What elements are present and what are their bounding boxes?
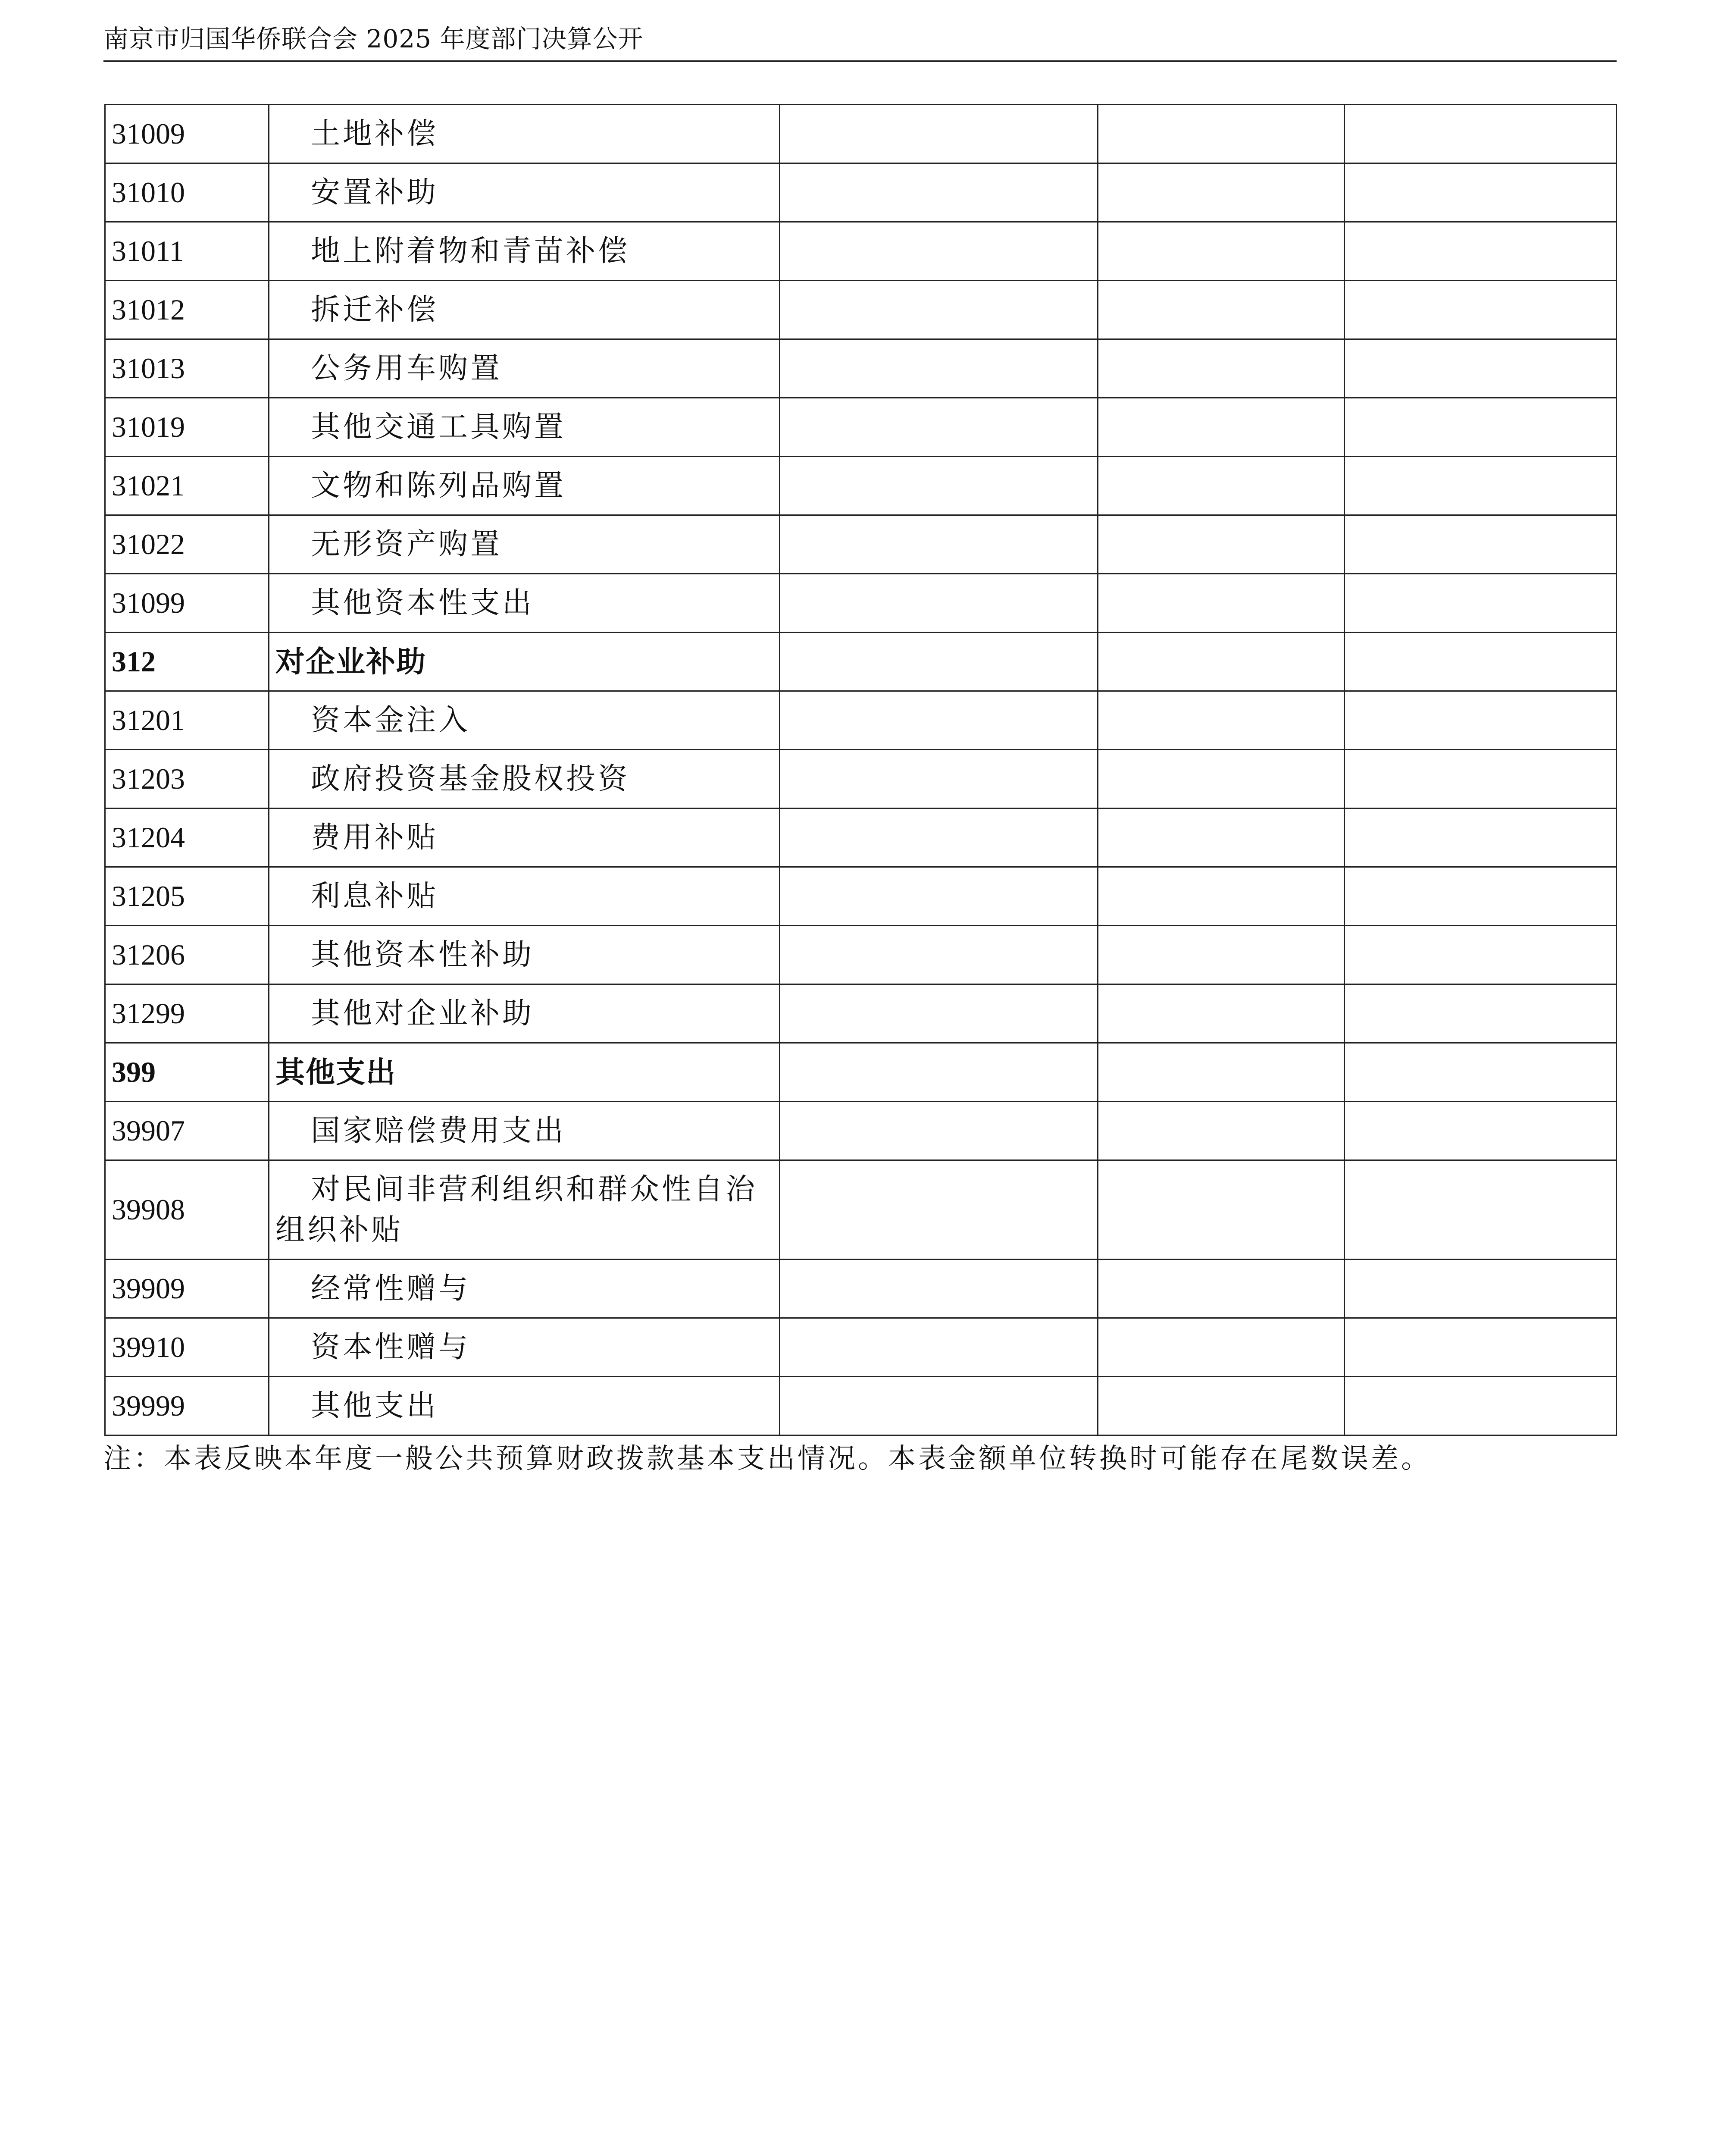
table-row	[105, 984, 1617, 1043]
value-cell	[1345, 1377, 1617, 1435]
value-cell	[1345, 867, 1617, 926]
value-cell	[1345, 1043, 1617, 1102]
value-cell	[780, 574, 1098, 633]
value-cell	[780, 1260, 1098, 1318]
value-cell	[1098, 867, 1345, 926]
item-name: 其他对企业补助	[269, 984, 780, 1043]
item-name: 政府投资基金股权投资	[269, 750, 780, 808]
table-row	[105, 1160, 1617, 1260]
table-row	[105, 926, 1617, 984]
group-code: 312	[105, 633, 269, 691]
value-cell	[1345, 398, 1617, 457]
value-cell	[1345, 222, 1617, 281]
item-name: 经常性赠与	[269, 1260, 780, 1318]
table-row	[105, 105, 1617, 163]
value-cell	[780, 1102, 1098, 1160]
page-header: 南京市归国华侨联合会 2025 年度部门决算公开	[103, 24, 644, 53]
value-cell	[1345, 1102, 1617, 1160]
table-row	[105, 281, 1617, 339]
value-cell	[780, 984, 1098, 1043]
header-divider	[103, 60, 1617, 62]
table-row	[105, 1260, 1617, 1318]
table-row	[105, 222, 1617, 281]
value-cell	[780, 163, 1098, 222]
item-name: 土地补偿	[269, 105, 780, 163]
value-cell	[780, 633, 1098, 691]
item-code: 31205	[105, 867, 269, 926]
item-name: 其他资本性补助	[269, 926, 780, 984]
value-cell	[1098, 163, 1345, 222]
value-cell	[780, 808, 1098, 867]
value-cell	[1098, 926, 1345, 984]
table-row	[105, 750, 1617, 808]
item-code: 39909	[105, 1260, 269, 1318]
value-cell	[780, 691, 1098, 750]
value-cell	[780, 926, 1098, 984]
item-code: 31013	[105, 339, 269, 398]
value-cell	[1345, 515, 1617, 574]
table-footnote: 注：本表反映本年度一般公共预算财政拨款基本支出情况。本表金额单位转换时可能存在尾数误差。	[103, 1443, 1431, 1475]
value-cell	[1345, 984, 1617, 1043]
item-name: 其他资本性支出	[269, 574, 780, 633]
item-code: 31009	[105, 105, 269, 163]
table-row	[105, 574, 1617, 633]
value-cell	[780, 1043, 1098, 1102]
value-cell	[1098, 808, 1345, 867]
item-name: 国家赔偿费用支出	[269, 1102, 780, 1160]
table-row	[105, 1377, 1617, 1435]
item-name: 资本性赠与	[269, 1318, 780, 1377]
value-cell	[1098, 984, 1345, 1043]
item-code: 31019	[105, 398, 269, 457]
item-code: 39999	[105, 1377, 269, 1435]
value-cell	[1098, 1260, 1345, 1318]
item-code: 39910	[105, 1318, 269, 1377]
value-cell	[780, 1377, 1098, 1435]
item-name: 对民间非营利组织和群众性自治组织补贴	[269, 1160, 780, 1260]
table-group-row	[105, 1043, 1617, 1102]
item-code: 31010	[105, 163, 269, 222]
table-row	[105, 867, 1617, 926]
item-name: 拆迁补偿	[269, 281, 780, 339]
value-cell	[1098, 1318, 1345, 1377]
value-cell	[1345, 1160, 1617, 1260]
item-code: 31204	[105, 808, 269, 867]
item-code: 31201	[105, 691, 269, 750]
value-cell	[1098, 633, 1345, 691]
table-group-row	[105, 633, 1617, 691]
item-name: 地上附着物和青苗补偿	[269, 222, 780, 281]
value-cell	[780, 1318, 1098, 1377]
value-cell	[1345, 750, 1617, 808]
item-name: 安置补助	[269, 163, 780, 222]
value-cell	[1098, 574, 1345, 633]
table-row	[105, 691, 1617, 750]
item-code: 31022	[105, 515, 269, 574]
table-row	[105, 1318, 1617, 1377]
item-name: 公务用车购置	[269, 339, 780, 398]
value-cell	[1098, 339, 1345, 398]
value-cell	[780, 339, 1098, 398]
item-code: 31203	[105, 750, 269, 808]
value-cell	[1098, 105, 1345, 163]
table-row	[105, 515, 1617, 574]
budget-expenditure-table	[104, 104, 1617, 1436]
table-row	[105, 163, 1617, 222]
value-cell	[780, 457, 1098, 515]
item-name: 利息补贴	[269, 867, 780, 926]
value-cell	[1098, 1043, 1345, 1102]
value-cell	[780, 281, 1098, 339]
value-cell	[1345, 1260, 1617, 1318]
item-code: 31021	[105, 457, 269, 515]
table-row	[105, 1102, 1617, 1160]
item-name: 其他交通工具购置	[269, 398, 780, 457]
value-cell	[1098, 750, 1345, 808]
value-cell	[1345, 574, 1617, 633]
item-name: 资本金注入	[269, 691, 780, 750]
value-cell	[1098, 1377, 1345, 1435]
value-cell	[1345, 808, 1617, 867]
item-code: 31299	[105, 984, 269, 1043]
value-cell	[1098, 1160, 1345, 1260]
value-cell	[1345, 281, 1617, 339]
value-cell	[1098, 398, 1345, 457]
value-cell	[780, 222, 1098, 281]
group-name: 对企业补助	[269, 633, 780, 691]
value-cell	[1345, 457, 1617, 515]
item-code: 39908	[105, 1160, 269, 1260]
item-code: 31011	[105, 222, 269, 281]
value-cell	[1098, 457, 1345, 515]
value-cell	[780, 1160, 1098, 1260]
item-code: 31012	[105, 281, 269, 339]
item-code: 39907	[105, 1102, 269, 1160]
table-row	[105, 339, 1617, 398]
value-cell	[1098, 1102, 1345, 1160]
value-cell	[1098, 691, 1345, 750]
table-row	[105, 808, 1617, 867]
value-cell	[1345, 926, 1617, 984]
value-cell	[1345, 105, 1617, 163]
item-name: 无形资产购置	[269, 515, 780, 574]
item-name: 其他支出	[269, 1377, 780, 1435]
value-cell	[780, 398, 1098, 457]
value-cell	[1345, 691, 1617, 750]
group-code: 399	[105, 1043, 269, 1102]
value-cell	[780, 867, 1098, 926]
item-name: 文物和陈列品购置	[269, 457, 780, 515]
value-cell	[1345, 1318, 1617, 1377]
value-cell	[1098, 222, 1345, 281]
value-cell	[780, 515, 1098, 574]
value-cell	[1345, 633, 1617, 691]
table-row	[105, 457, 1617, 515]
value-cell	[1345, 339, 1617, 398]
group-name: 其他支出	[269, 1043, 780, 1102]
value-cell	[1098, 515, 1345, 574]
value-cell	[780, 105, 1098, 163]
item-code: 31099	[105, 574, 269, 633]
table-row	[105, 398, 1617, 457]
value-cell	[780, 750, 1098, 808]
item-name: 费用补贴	[269, 808, 780, 867]
value-cell	[1098, 281, 1345, 339]
value-cell	[1345, 163, 1617, 222]
item-code: 31206	[105, 926, 269, 984]
